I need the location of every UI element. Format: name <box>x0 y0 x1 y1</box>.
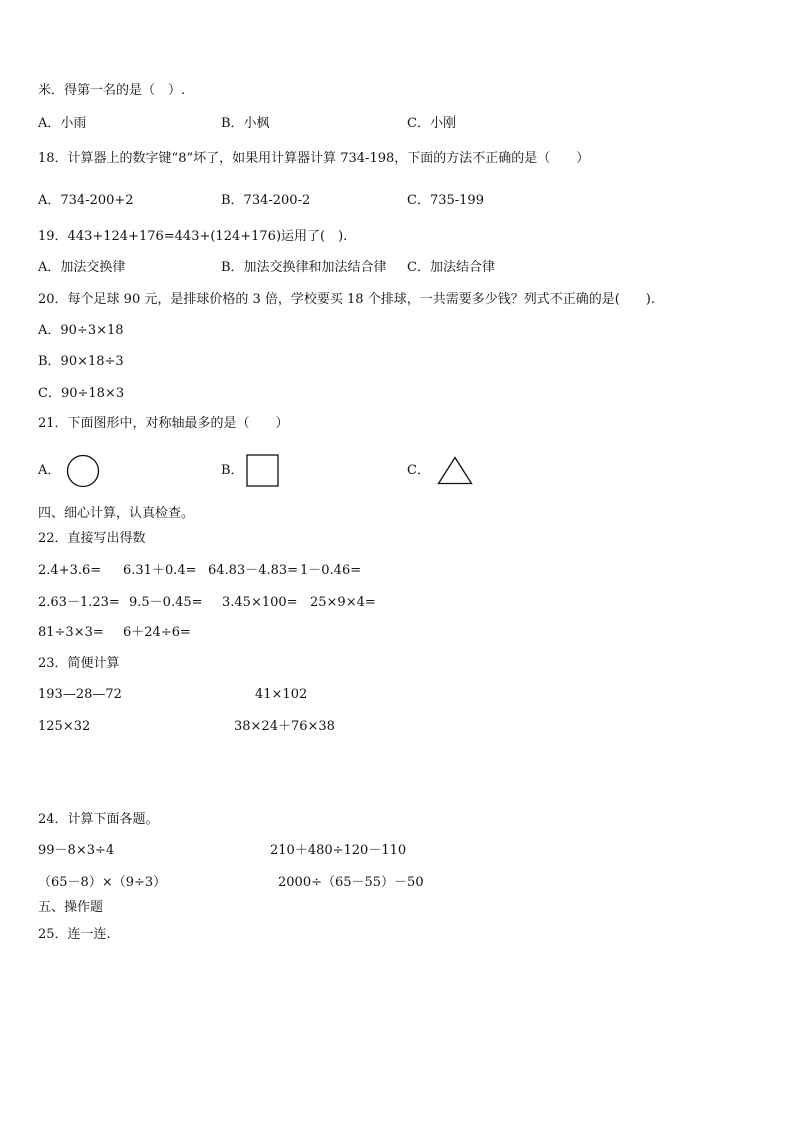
q22-r1-c1: 2.4+3.6= <box>38 563 102 578</box>
q22-r2-c3: 3.45×100= <box>222 595 298 610</box>
q17-option-a: A．小雨 <box>38 116 87 131</box>
q20-option-b: B．90×18÷3 <box>38 354 124 369</box>
section-4-title: 四、细心计算，认真检查。 <box>38 506 195 521</box>
q22-r3-c1: 81÷3×3= <box>38 625 104 640</box>
square-icon <box>246 454 279 487</box>
q20-option-a: A．90÷3×18 <box>38 323 124 338</box>
q24-item-2: 210＋480÷120－110 <box>270 843 407 858</box>
q23-item-1: 193—28—72 <box>38 687 122 702</box>
q23-item-2: 41×102 <box>255 687 308 702</box>
q17-tail: 米．得第一名的是（ ）. <box>38 83 186 98</box>
triangle-icon <box>437 456 473 485</box>
q20-option-c: C．90÷18×3 <box>38 386 125 401</box>
q20-stem: 20．每个足球 90 元，是排球价格的 3 倍，学校要买 18 个排球，一共需要多少钱？列式不正确的是( ). <box>38 292 655 307</box>
q19-option-c: C．加法结合律 <box>407 260 495 275</box>
q21-stem: 21．下面图形中，对称轴最多的是（ ） <box>38 416 289 431</box>
q23-stem: 23．简便计算 <box>38 656 120 671</box>
q21-option-b: B． <box>221 463 244 478</box>
q24-item-3: （65－8）×（9÷3） <box>38 875 167 890</box>
q24-item-1: 99－8×3÷4 <box>38 843 115 858</box>
q21-option-c: C． <box>407 463 430 478</box>
q22-r2-c1: 2.63－1.23= <box>38 595 120 610</box>
q17-option-c: C．小刚 <box>407 116 456 131</box>
section-5-title: 五、操作题 <box>38 900 104 915</box>
q18-stem: 18．计算器上的数字键“8”坏了，如果用计算器计算 734-198，下面的方法不正确的是（ ） <box>38 151 590 166</box>
q18-option-c: C．735-199 <box>407 193 484 208</box>
q19-stem: 19．443+124+176=443+(124+176)运用了( ). <box>38 229 348 244</box>
q22-r3-c2: 6＋24÷6= <box>123 625 191 640</box>
q23-item-4: 38×24＋76×38 <box>234 719 335 734</box>
q23-item-3: 125×32 <box>38 719 91 734</box>
q22-r1-c3: 64.83－4.83= <box>208 563 299 578</box>
q18-option-a: A．734-200+2 <box>38 193 134 208</box>
q17-option-b: B．小枫 <box>221 116 270 131</box>
q22-r1-c4: 1－0.46= <box>300 563 362 578</box>
circle-icon <box>66 454 100 488</box>
q24-item-4: 2000÷（65－55）－50 <box>278 875 424 890</box>
q19-option-a: A．加法交换律 <box>38 260 126 275</box>
q21-option-a: A． <box>38 463 61 478</box>
q22-r2-c4: 25×9×4= <box>310 595 376 610</box>
q25-stem: 25．连一连. <box>38 927 111 942</box>
q22-r1-c2: 6.31＋0.4= <box>123 563 197 578</box>
q22-r2-c2: 9.5－0.45= <box>129 595 203 610</box>
q22-stem: 22．直接写出得数 <box>38 531 146 546</box>
q19-option-b: B．加法交换律和加法结合律 <box>221 260 387 275</box>
q18-option-b: B．734-200-2 <box>221 193 311 208</box>
q24-stem: 24．计算下面各题。 <box>38 812 159 827</box>
